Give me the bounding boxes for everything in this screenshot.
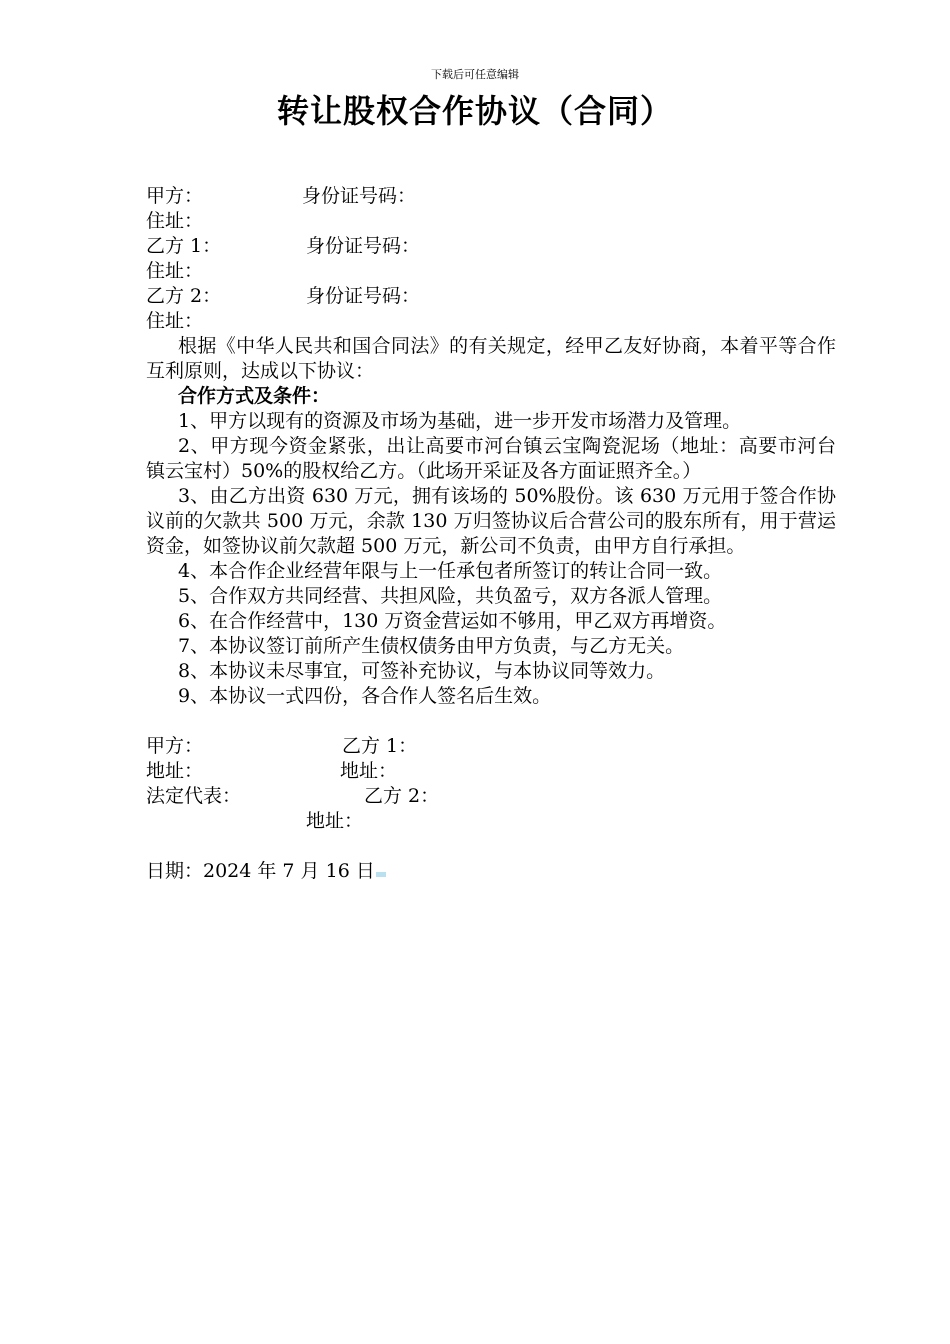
party-a-label: 甲方：	[146, 185, 204, 207]
party-b2-id-label: 身份证号码：	[306, 285, 421, 307]
clause-2: 2、甲方现今资金紧张，出让高要市河台镇云宝陶瓷泥场（地址：高要市河台镇云宝村）50%的股权给乙方。（此场开采证及各方面证照齐全。）	[146, 435, 836, 482]
signature-address-b1: 地址：	[340, 760, 398, 782]
signature-line-4	[146, 809, 836, 834]
party-a-id-label: 身份证号码：	[302, 185, 417, 207]
section-heading: 合作方式及条件：	[178, 385, 331, 407]
address-line-1: 住址：	[146, 210, 204, 232]
address-line-3: 住址：	[146, 310, 204, 332]
spacer	[146, 709, 836, 734]
signature-legal-rep: 法定代表：	[146, 785, 242, 807]
preamble-paragraph: 根据《中华人民共和国合同法》的有关规定，经甲乙友好协商，本着平等合作互利原则，达成以下协议：	[146, 335, 836, 382]
clause-1: 1、甲方以现有的资源及市场为基础，进一步开发市场潜力及管理。	[178, 410, 742, 432]
signature-party-a: 甲方：	[146, 735, 204, 757]
spacer-2	[146, 834, 836, 859]
clause-9: 9、本协议一式四份，各合作人签名后生效。	[178, 685, 552, 707]
signature-line-1	[146, 734, 836, 759]
document-body	[146, 184, 836, 884]
party-b2-label: 乙方 2：	[146, 285, 222, 307]
party-a-line	[146, 184, 836, 209]
clause-6: 6、在合作经营中，130 万资金营运如不够用，甲乙双方再增资。	[178, 610, 727, 632]
signature-address-b2: 地址：	[306, 810, 364, 832]
signature-party-b1: 乙方 1：	[342, 735, 418, 757]
signature-party-b2: 乙方 2：	[364, 785, 440, 807]
party-b1-line	[146, 234, 836, 259]
clause-8: 8、本协议未尽事宜，可签补充协议，与本协议同等效力。	[178, 660, 666, 682]
text-cursor-mark	[376, 872, 386, 877]
date-text: 日期：2024 年 7 月 16 日	[146, 860, 375, 882]
signature-address-a: 地址：	[146, 760, 204, 782]
party-b1-id-label: 身份证号码：	[306, 235, 421, 257]
address-line-2: 住址：	[146, 260, 204, 282]
signature-line-3	[146, 784, 836, 809]
signature-line-2	[146, 759, 836, 784]
date-line	[146, 859, 836, 884]
party-b1-label: 乙方 1：	[146, 235, 222, 257]
clause-3: 3、由乙方出资 630 万元，拥有该场的 50%股份。该 630 万元用于签合作协议前的欠款共 500 万元，余款 130 万归签协议后合营公司的股东所有，用于营运资金，如签协议前欠款超 500 万元，新公司不负责，由甲方自行承担。	[146, 485, 836, 557]
party-b2-line	[146, 284, 836, 309]
document-title: 转让股权合作协议（合同）	[276, 92, 673, 130]
clause-7: 7、本协议签订前所产生债权债务由甲方负责，与乙方无关。	[178, 635, 685, 657]
header-note: 下载后可任意编辑	[431, 68, 519, 81]
clause-5: 5、合作双方共同经营、共担风险，共负盈亏，双方各派人管理。	[178, 585, 723, 607]
clause-4: 4、本合作企业经营年限与上一任承包者所签订的转让合同一致。	[178, 560, 723, 582]
